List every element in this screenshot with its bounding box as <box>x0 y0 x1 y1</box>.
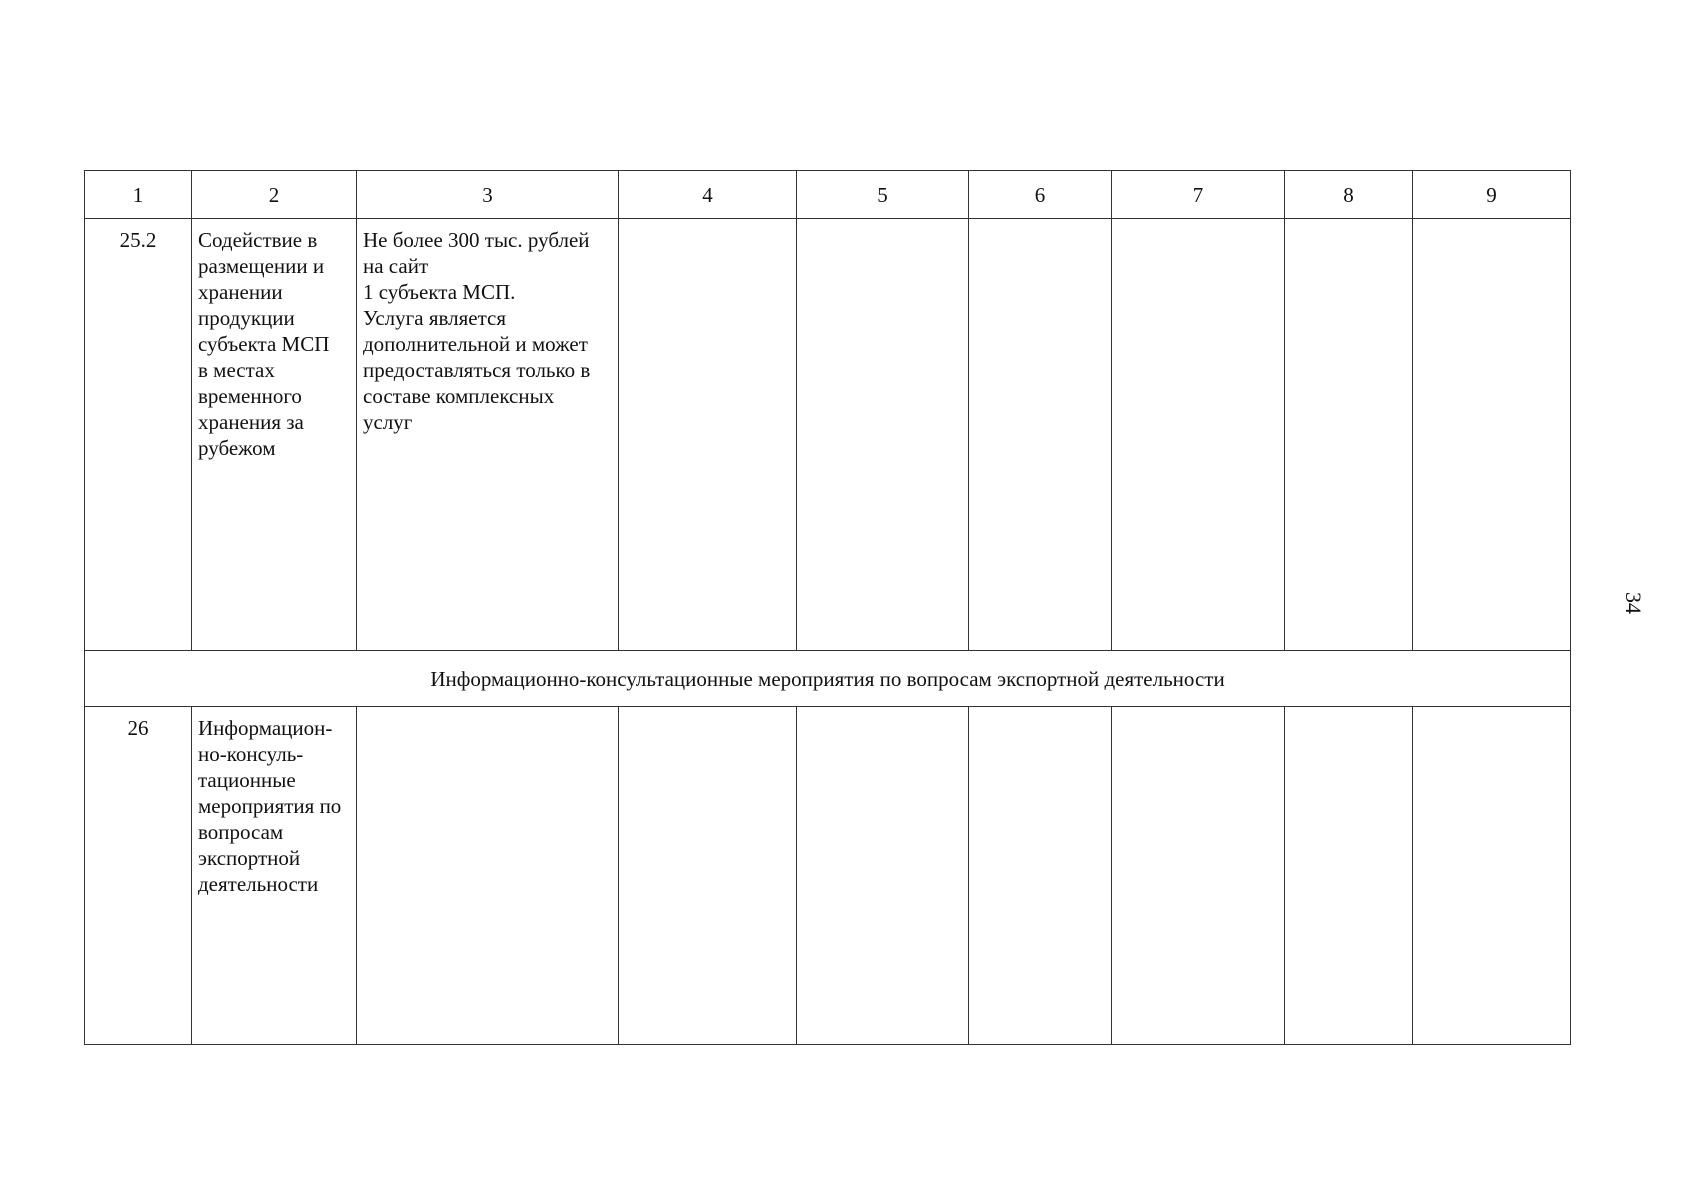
column-header-1: 1 <box>85 171 192 219</box>
column-header-9: 9 <box>1413 171 1571 219</box>
service-name: Содействие в размещении и хранении продукции субъекта МСП в местах временного хранения за рубежом <box>192 219 357 651</box>
empty-cell <box>969 707 1112 1045</box>
empty-cell <box>969 219 1112 651</box>
column-header-2: 2 <box>192 171 357 219</box>
empty-cell <box>797 219 969 651</box>
column-number-row <box>85 171 1571 219</box>
section-title: Информационно-консультационные мероприятия по вопросам экспортной деятельности <box>85 651 1571 707</box>
empty-cell <box>1413 707 1571 1045</box>
empty-cell <box>619 219 797 651</box>
column-header-6: 6 <box>969 171 1112 219</box>
empty-cell <box>1112 219 1285 651</box>
empty-cell <box>1112 707 1285 1045</box>
empty-cell <box>797 707 969 1045</box>
section-row <box>85 651 1571 707</box>
empty-cell <box>1285 707 1413 1045</box>
empty-cell <box>1413 219 1571 651</box>
empty-cell <box>619 707 797 1045</box>
row-number: 25.2 <box>85 219 192 651</box>
column-header-5: 5 <box>797 171 969 219</box>
page-number: 34 <box>1621 592 1646 614</box>
column-header-8: 8 <box>1285 171 1413 219</box>
empty-cell <box>1285 219 1413 651</box>
table-row <box>85 219 1571 651</box>
service-limit: Не более 300 тыс. рублей на сайт 1 субъекта МСП. Услуга является дополнительной и может предоставляться только в составе комплексных услуг <box>357 219 619 651</box>
column-header-4: 4 <box>619 171 797 219</box>
column-header-7: 7 <box>1112 171 1285 219</box>
table-row <box>85 707 1571 1045</box>
service-name: Информацион- но-консуль- тационные мероприятия по вопросам экспортной деятельности <box>192 707 357 1045</box>
row-number: 26 <box>85 707 192 1045</box>
empty-cell <box>357 707 619 1045</box>
services-table <box>84 170 1571 1045</box>
column-header-3: 3 <box>357 171 619 219</box>
